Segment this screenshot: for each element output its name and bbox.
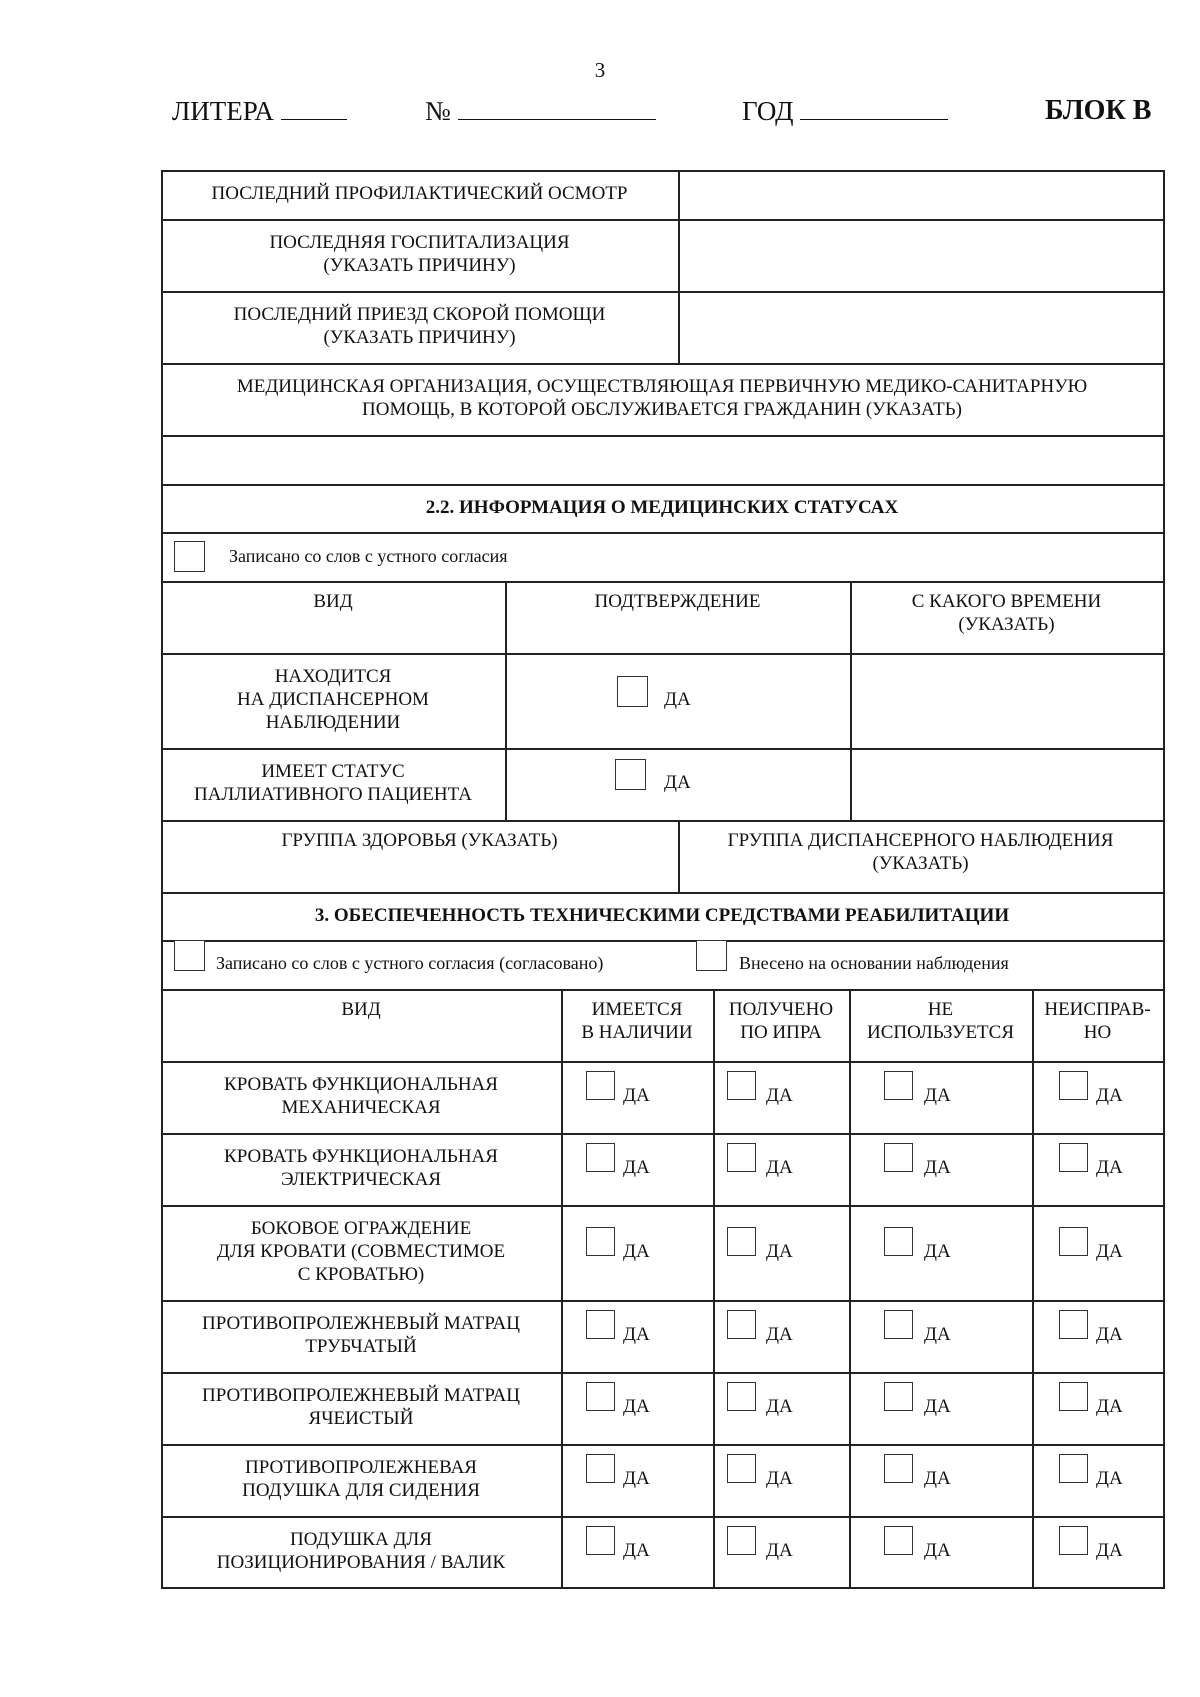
equipment-available-checkbox[interactable] [586, 1382, 615, 1411]
last-ambulance-field[interactable] [678, 291, 1163, 363]
equipment-received-checkbox[interactable] [727, 1310, 756, 1339]
yes-label: ДА [766, 1468, 793, 1489]
yes-label: ДА [664, 772, 691, 793]
table-border-right [1163, 170, 1165, 1587]
yes-label: ДА [1096, 1157, 1123, 1178]
equipment-broken-checkbox[interactable] [1059, 1071, 1088, 1100]
equipment-broken-checkbox[interactable] [1059, 1382, 1088, 1411]
col-confirm-header: ПОДТВЕРЖДЕНИЕ [594, 591, 761, 612]
yes-label: ДА [1096, 1085, 1123, 1106]
divider [1032, 989, 1034, 1587]
equipment-broken-checkbox[interactable] [1059, 1227, 1088, 1256]
consent-label: Записано со слов с устного согласия [229, 546, 508, 566]
yes-label: ДА [1096, 1396, 1123, 1417]
dispensary-yes-checkbox[interactable] [617, 676, 648, 707]
equipment-row-label: БОКОВОЕ ОГРАЖДЕНИЕ ДЛЯ КРОВАТИ (СОВМЕСТИМОЕ С КРОВАТЬЮ) [216, 1218, 506, 1285]
equipment-unused-checkbox[interactable] [884, 1526, 913, 1555]
yes-label: ДА [623, 1540, 650, 1561]
litera-header [172, 96, 347, 127]
number-field[interactable] [458, 97, 656, 120]
divider [713, 989, 715, 1587]
divider [561, 989, 563, 1587]
equipment-received-checkbox[interactable] [727, 1143, 756, 1172]
equipment-row-label: КРОВАТЬ ФУНКЦИОНАЛЬНАЯ ЭЛЕКТРИЧЕСКАЯ [224, 1146, 498, 1190]
yes-label: ДА [766, 1540, 793, 1561]
rule [161, 532, 1165, 534]
yes-label: ДА [623, 1157, 650, 1178]
yes-label: ДА [1096, 1540, 1123, 1561]
observation-checkbox[interactable] [696, 940, 727, 971]
yes-label: ДА [924, 1157, 951, 1178]
yes-label: ДА [766, 1396, 793, 1417]
litera-field[interactable] [281, 97, 347, 120]
yes-label: ДА [766, 1324, 793, 1345]
yes-label: ДА [623, 1396, 650, 1417]
yes-label: ДА [1096, 1241, 1123, 1262]
page-number: 3 [594, 58, 606, 82]
year-field[interactable] [800, 97, 948, 120]
med-org-label: МЕДИЦИНСКАЯ ОРГАНИЗАЦИЯ, ОСУЩЕСТВЛЯЮЩАЯ ПЕРВИЧНУЮ МЕДИКО-САНИТАРНУЮ ПОМОЩЬ, В КОТОРОЙ ОБСЛУЖИВАЕТСЯ ГРАЖДАНИН (УКАЗАТЬ) [236, 376, 1088, 420]
equipment-received-checkbox[interactable] [727, 1526, 756, 1555]
row-dispensary-label: НАХОДИТСЯ НА ДИСПАНСЕРНОМ НАБЛЮДЕНИИ [237, 666, 429, 733]
yes-label: ДА [623, 1085, 650, 1106]
yes-label: ДА [924, 1396, 951, 1417]
equipment-unused-checkbox[interactable] [884, 1071, 913, 1100]
equipment-received-checkbox[interactable] [727, 1071, 756, 1100]
med-org-field[interactable] [161, 435, 1163, 484]
last-hospitalization-field[interactable] [678, 219, 1163, 291]
yes-label: ДА [924, 1241, 951, 1262]
dispensary-group-label: ГРУППА ДИСПАНСЕРНОГО НАБЛЮДЕНИЯ (УКАЗАТЬ) [727, 830, 1114, 874]
equipment-available-checkbox[interactable] [586, 1227, 615, 1256]
yes-label: ДА [623, 1324, 650, 1345]
equipment-broken-checkbox[interactable] [1059, 1454, 1088, 1483]
col-type-header: ВИД [313, 591, 353, 612]
consent-agreed-label: Записано со слов с устного согласия (согласовано) [216, 953, 604, 973]
col-unused-header: НЕ ИСПОЛЬЗУЕТСЯ [866, 999, 1015, 1043]
number-header [425, 96, 656, 127]
col-type-header: ВИД [341, 999, 381, 1020]
yes-label: ДА [924, 1468, 951, 1489]
yes-label: ДА [1096, 1324, 1123, 1345]
equipment-received-checkbox[interactable] [727, 1382, 756, 1411]
last-checkup-label: ПОСЛЕДНИЙ ПРОФИЛАКТИЧЕСКИЙ ОСМОТР [211, 183, 628, 205]
equipment-unused-checkbox[interactable] [884, 1454, 913, 1483]
equipment-available-checkbox[interactable] [586, 1526, 615, 1555]
observation-label: Внесено на основании наблюдения [739, 953, 1009, 973]
equipment-broken-checkbox[interactable] [1059, 1526, 1088, 1555]
number-label: № [425, 96, 451, 126]
yes-label: ДА [766, 1085, 793, 1106]
equipment-unused-checkbox[interactable] [884, 1143, 913, 1172]
litera-label: ЛИТЕРА [172, 96, 274, 126]
rule [161, 1587, 1165, 1589]
yes-label: ДА [924, 1324, 951, 1345]
rule [161, 940, 1165, 942]
palliative-yes-checkbox[interactable] [615, 759, 646, 790]
equipment-available-checkbox[interactable] [586, 1071, 615, 1100]
equipment-broken-checkbox[interactable] [1059, 1143, 1088, 1172]
equipment-available-checkbox[interactable] [586, 1454, 615, 1483]
col-available-header: ИМЕЕТСЯ В НАЛИЧИИ [581, 999, 693, 1043]
dispensary-since-field[interactable] [850, 653, 1163, 748]
equipment-available-checkbox[interactable] [586, 1310, 615, 1339]
year-label: ГОД [742, 96, 794, 126]
yes-label: ДА [766, 1241, 793, 1262]
health-group-label: ГРУППА ЗДОРОВЬЯ (УКАЗАТЬ) [281, 830, 558, 851]
last-hospitalization-label: ПОСЛЕДНЯЯ ГОСПИТАЛИЗАЦИЯ (УКАЗАТЬ ПРИЧИНУ) [269, 232, 570, 276]
last-ambulance-label: ПОСЛЕДНИЙ ПРИЕЗД СКОРОЙ ПОМОЩИ (УКАЗАТЬ ПРИЧИНУ) [233, 304, 606, 348]
yes-label: ДА [623, 1468, 650, 1489]
last-checkup-field[interactable] [678, 170, 1163, 219]
palliative-since-field[interactable] [850, 748, 1163, 820]
divider [849, 989, 851, 1587]
block-label: БЛОК В [1045, 95, 1152, 126]
year-header [742, 96, 948, 127]
equipment-unused-checkbox[interactable] [884, 1382, 913, 1411]
section-2-2-title: 2.2. ИНФОРМАЦИЯ О МЕДИЦИНСКИХ СТАТУСАХ [425, 496, 899, 518]
equipment-unused-checkbox[interactable] [884, 1227, 913, 1256]
col-received-header: ПОЛУЧЕНО ПО ИПРА [728, 999, 834, 1043]
equipment-received-checkbox[interactable] [727, 1454, 756, 1483]
equipment-broken-checkbox[interactable] [1059, 1310, 1088, 1339]
equipment-row-label: ПРОТИВОПРОЛЕЖНЕВЫЙ МАТРАЦ ЯЧЕИСТЫЙ [202, 1385, 520, 1429]
consent-checkbox[interactable] [174, 541, 205, 572]
yes-label: ДА [623, 1241, 650, 1262]
equipment-row-label: ПРОТИВОПРОЛЕЖНЕВАЯ ПОДУШКА ДЛЯ СИДЕНИЯ [242, 1457, 480, 1501]
equipment-row-label: КРОВАТЬ ФУНКЦИОНАЛЬНАЯ МЕХАНИЧЕСКАЯ [224, 1074, 498, 1118]
yes-label: ДА [766, 1157, 793, 1178]
yes-label: ДА [1096, 1468, 1123, 1489]
equipment-row-label: ПОДУШКА ДЛЯ ПОЗИЦИОНИРОВАНИЯ / ВАЛИК [216, 1528, 506, 1573]
equipment-row-label: ПРОТИВОПРОЛЕЖНЕВЫЙ МАТРАЦ ТРУБЧАТЫЙ [202, 1313, 520, 1357]
section-3-title: 3. ОБЕСПЕЧЕННОСТЬ ТЕХНИЧЕСКИМИ СРЕДСТВАМИ РЕАБИЛИТАЦИИ [314, 904, 1010, 926]
yes-label: ДА [924, 1085, 951, 1106]
col-broken-header: НЕИСПРАВ- НО [1044, 999, 1151, 1043]
equipment-unused-checkbox[interactable] [884, 1310, 913, 1339]
yes-label: ДА [924, 1540, 951, 1561]
yes-label: ДА [664, 689, 691, 710]
equipment-received-checkbox[interactable] [727, 1227, 756, 1256]
equipment-available-checkbox[interactable] [586, 1143, 615, 1172]
col-since-header: С КАКОГО ВРЕМЕНИ (УКАЗАТЬ) [911, 591, 1102, 635]
consent-agreed-checkbox[interactable] [174, 940, 205, 971]
row-palliative-label: ИМЕЕТ СТАТУС ПАЛЛИАТИВНОГО ПАЦИЕНТА [193, 761, 472, 805]
